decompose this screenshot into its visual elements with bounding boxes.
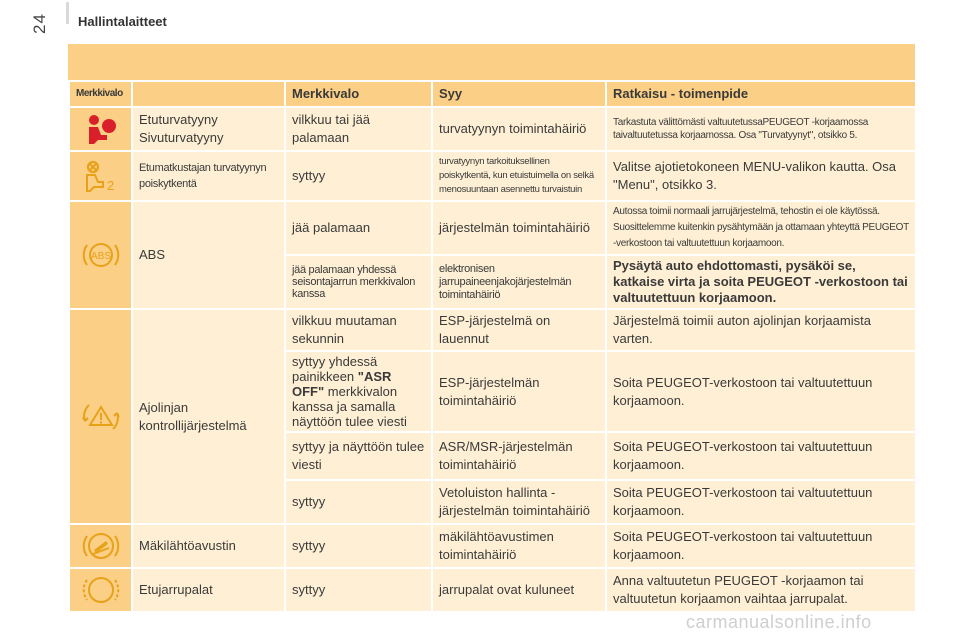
- asr-off-label: "ASR OFF": [292, 369, 392, 399]
- warning-action: Tarkastuta välittömästi valtuutetussaPEUGEOT -korjaamossa taivaltuutetussa korjaamossa. Osa "Turvatyynyt", otsikko 5.: [606, 107, 916, 151]
- warning-action: Autossa toimii normaali jarrujärjestelmä, tehostin ei ole käytössä. Suosittelemme kuitenkin pysähtymään ja ottamaan yhteyttä PEUGEOT -verkostoon tai valtuutettuun korjaamoon.: [606, 201, 916, 255]
- stability-control-warning-icon: [69, 309, 132, 524]
- state-text-pre: syttyy yhdessä painikkeen: [292, 354, 378, 384]
- warning-name: Etujarrupalat: [132, 568, 285, 612]
- chapter-title: Hallintalaitteet: [78, 14, 167, 29]
- warning-action: Pysäytä auto ehdottomasti, pysäköi se, katkaise virta ja soita PEUGEOT -verkostoon tai valtuutettuun korjaamoon.: [606, 255, 916, 309]
- warning-name: ABS: [132, 201, 285, 309]
- warning-action: Soita PEUGEOT-verkostoon tai valtuutettuun korjaamoon.: [606, 432, 916, 480]
- warning-cause: ESP-järjestelmä on lauennut: [432, 309, 606, 351]
- warning-cause: jarrupalat ovat kuluneet: [432, 568, 606, 612]
- state-text-post: merkkivalon kanssa ja samalla näyttöön tulee viesti: [292, 384, 407, 429]
- table-row: [69, 568, 916, 612]
- warning-action: Soita PEUGEOT-verkostoon tai valtuutettuun korjaamoon.: [606, 480, 916, 524]
- table-row: [69, 309, 916, 351]
- warning-action: Järjestelmä toimii auton ajolinjan korjaamista varten.: [606, 309, 916, 351]
- warning-state: syttyy: [285, 568, 432, 612]
- header-ratkaisu: Ratkaisu - toimenpide: [606, 81, 916, 107]
- table-row: [69, 107, 916, 151]
- warning-state: vilkkuu tai jää palamaan: [285, 107, 432, 151]
- warning-cause: järjestelmän toimintahäiriö: [432, 201, 606, 255]
- warning-cause: ESP-järjestelmän toimintahäiriö: [432, 351, 606, 432]
- svg-text:ABS: ABS: [90, 251, 111, 262]
- page-number: 24: [30, 13, 49, 34]
- warning-cause: elektronisen jarrupaineenjakojärjestelmän toimintahäiriö: [432, 255, 606, 309]
- warning-name: Etuturvatyyny Sivuturvatyyny: [132, 107, 285, 151]
- header-syy: Syy: [432, 81, 606, 107]
- warning-state: syttyy ja näyttöön tulee viesti: [285, 432, 432, 480]
- warning-state: jää palamaan: [285, 201, 432, 255]
- warning-state: syttyy: [285, 151, 432, 201]
- svg-text:2: 2: [106, 178, 114, 192]
- header-merkkivalo: Merkkivalo: [285, 81, 432, 107]
- warning-cause: Vetoluiston hallinta - järjestelmän toimintahäiriö: [432, 480, 606, 524]
- warning-state: vilkkuu muutaman sekunnin: [285, 309, 432, 351]
- hill-start-assist-icon: [69, 524, 132, 568]
- header-blank: [132, 81, 285, 107]
- abs-warning-icon: [69, 201, 132, 309]
- table-row: [69, 151, 916, 201]
- warning-action: Anna valtuutetun PEUGEOT -korjaamon tai valtuutetun korjaamon vaihtaa jarrupalat.: [606, 568, 916, 612]
- watermark: carmanualsonline.info: [686, 612, 872, 632]
- warning-cause: turvatyynyn tarkoituksellinen poiskytkentä, kun etuistuimella on selkä menosuuntaan asennettu turvaistuin: [432, 151, 606, 201]
- warning-state: syttyy: [285, 480, 432, 524]
- warning-cause: turvatyynyn toimintahäiriö: [432, 107, 606, 151]
- table-top-band: [68, 44, 915, 80]
- warning-name: Mäkilähtöavustin: [132, 524, 285, 568]
- passenger-airbag-off-icon: [69, 151, 132, 201]
- warning-state: syttyy: [285, 524, 432, 568]
- warning-state: [285, 351, 432, 432]
- header-merkkivalo-icon: Merkkivalo: [69, 81, 132, 107]
- table-header-row: [69, 81, 916, 107]
- airbag-warning-icon: [69, 107, 132, 151]
- table-row: [69, 524, 916, 568]
- warning-state: jää palamaan yhdessä seisontajarrun merkkivalon kanssa: [285, 255, 432, 309]
- warning-cause: mäkilähtöavustimen toimintahäiriö: [432, 524, 606, 568]
- warning-cause: ASR/MSR-järjestelmän toimintahäiriö: [432, 432, 606, 480]
- warning-name: Ajolinjan kontrollijärjestelmä: [132, 309, 285, 524]
- warning-action: Soita PEUGEOT-verkostoon tai valtuutettuun korjaamoon.: [606, 524, 916, 568]
- warning-action: Soita PEUGEOT-verkostoon tai valtuutettuun korjaamoon.: [606, 351, 916, 432]
- table-row: [69, 201, 916, 255]
- warning-name: Etumatkustajan turvatyynyn poiskytkentä: [132, 151, 285, 201]
- warning-action: Valitse ajotietokoneen MENU-valikon kautta. Osa "Menu", otsikko 3.: [606, 151, 916, 201]
- side-rule: [66, 2, 69, 24]
- brake-pad-wear-icon: [69, 568, 132, 612]
- warning-lights-table: [68, 44, 915, 604]
